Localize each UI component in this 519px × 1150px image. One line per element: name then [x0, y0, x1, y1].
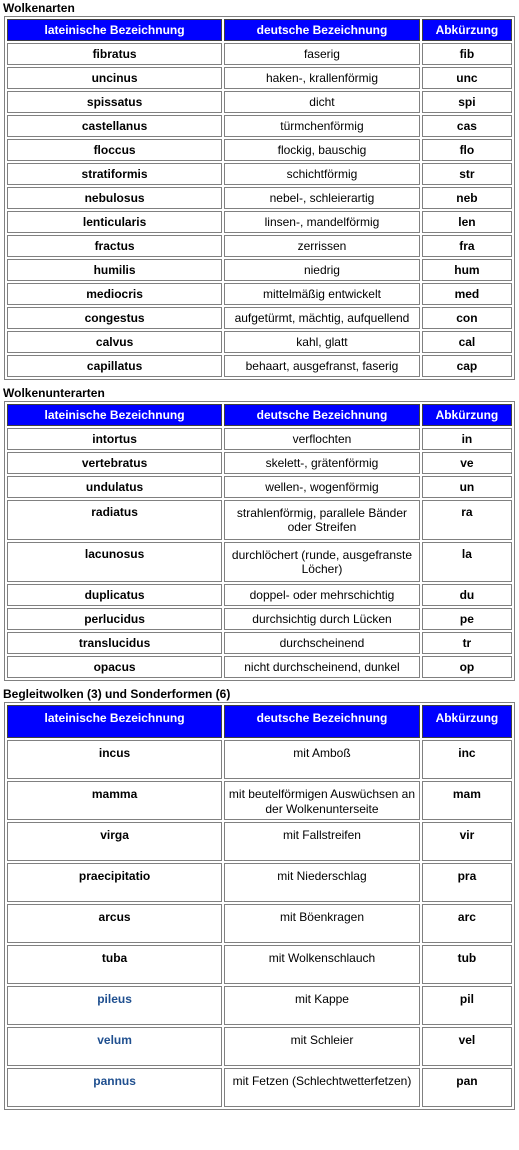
table-row — [7, 428, 512, 450]
table-row — [7, 822, 512, 861]
abbreviation: pra — [422, 863, 512, 902]
german-name: mit Fetzen (Schlechtwetterfetzen) — [224, 1068, 420, 1107]
table-row — [7, 139, 512, 161]
abbreviation: pil — [422, 986, 512, 1025]
table-row — [7, 355, 512, 377]
abbreviation: arc — [422, 904, 512, 943]
latin-name: calvus — [7, 331, 222, 353]
latin-name: velum — [7, 1027, 222, 1066]
table-row — [7, 1027, 512, 1066]
table-header-row — [7, 19, 512, 41]
abbreviation: vel — [422, 1027, 512, 1066]
table-row — [7, 500, 512, 540]
header-latin: lateinische Bezeichnung — [7, 404, 222, 426]
latin-name: spissatus — [7, 91, 222, 113]
abbreviation: ra — [422, 500, 512, 540]
latin-name: tuba — [7, 945, 222, 984]
table-row — [7, 542, 512, 582]
latin-name: virga — [7, 822, 222, 861]
latin-name: mamma — [7, 781, 222, 820]
table-row — [7, 235, 512, 257]
latin-name: congestus — [7, 307, 222, 329]
german-name: durchscheinend — [224, 632, 420, 654]
abbreviation: med — [422, 283, 512, 305]
abbreviation: cal — [422, 331, 512, 353]
german-name: verflochten — [224, 428, 420, 450]
german-name: mit Niederschlag — [224, 863, 420, 902]
abbreviation: con — [422, 307, 512, 329]
table-row — [7, 211, 512, 233]
abbreviation: hum — [422, 259, 512, 281]
german-name: mittelmäßig entwickelt — [224, 283, 420, 305]
latin-name: opacus — [7, 656, 222, 678]
table-row — [7, 187, 512, 209]
header-german: deutsche Bezeichnung — [224, 705, 420, 738]
abbreviation: ve — [422, 452, 512, 474]
abbreviation: neb — [422, 187, 512, 209]
abbreviation: vir — [422, 822, 512, 861]
latin-name: radiatus — [7, 500, 222, 540]
latin-name: nebulosus — [7, 187, 222, 209]
abbreviation: la — [422, 542, 512, 582]
table-row — [7, 863, 512, 902]
german-name: nicht durchscheinend, dunkel — [224, 656, 420, 678]
cloud-table — [4, 16, 515, 380]
latin-name: floccus — [7, 139, 222, 161]
table-row — [7, 163, 512, 185]
table-row — [7, 986, 512, 1025]
table-row — [7, 608, 512, 630]
latin-name: undulatus — [7, 476, 222, 498]
table-row — [7, 307, 512, 329]
latin-name: fractus — [7, 235, 222, 257]
german-name: durchlöchert (runde, ausgefranste Löcher) — [224, 542, 420, 582]
abbreviation: pan — [422, 1068, 512, 1107]
table-row — [7, 632, 512, 654]
latin-name: lenticularis — [7, 211, 222, 233]
latin-name: stratiformis — [7, 163, 222, 185]
abbreviation: str — [422, 163, 512, 185]
german-name: linsen-, mandelförmig — [224, 211, 420, 233]
header-german: deutsche Bezeichnung — [224, 404, 420, 426]
abbreviation: in — [422, 428, 512, 450]
abbreviation: len — [422, 211, 512, 233]
table-row — [7, 115, 512, 137]
german-name: aufgetürmt, mächtig, aufquellend — [224, 307, 420, 329]
german-name: schichtförmig — [224, 163, 420, 185]
table-row — [7, 656, 512, 678]
section-title: Begleitwolken (3) und Sonderformen (6) — [3, 687, 231, 701]
german-name: mit beutelförmigen Auswüchsen an der Wolkenunterseite — [224, 781, 420, 820]
german-name: kahl, glatt — [224, 331, 420, 353]
header-abbreviation: Abkürzung — [422, 404, 512, 426]
table-row — [7, 945, 512, 984]
abbreviation: fib — [422, 43, 512, 65]
table-row — [7, 331, 512, 353]
table-row — [7, 67, 512, 89]
abbreviation: unc — [422, 67, 512, 89]
latin-name: duplicatus — [7, 584, 222, 606]
abbreviation: pe — [422, 608, 512, 630]
german-name: haken-, krallenförmig — [224, 67, 420, 89]
german-name: mit Fallstreifen — [224, 822, 420, 861]
latin-name: fibratus — [7, 43, 222, 65]
abbreviation: inc — [422, 740, 512, 779]
abbreviation: cap — [422, 355, 512, 377]
table-row — [7, 476, 512, 498]
german-name: wellen-, wogenförmig — [224, 476, 420, 498]
abbreviation: spi — [422, 91, 512, 113]
header-latin: lateinische Bezeichnung — [7, 19, 222, 41]
german-name: türmchenförmig — [224, 115, 420, 137]
german-name: mit Amboß — [224, 740, 420, 779]
latin-name: arcus — [7, 904, 222, 943]
abbreviation: op — [422, 656, 512, 678]
table-row — [7, 452, 512, 474]
table-row — [7, 283, 512, 305]
german-name: skelett-, grätenförmig — [224, 452, 420, 474]
german-name: mit Böenkragen — [224, 904, 420, 943]
table-row — [7, 1068, 512, 1107]
german-name: mit Wolkenschlauch — [224, 945, 420, 984]
table-row — [7, 584, 512, 606]
header-german: deutsche Bezeichnung — [224, 19, 420, 41]
abbreviation: tub — [422, 945, 512, 984]
latin-name: capillatus — [7, 355, 222, 377]
header-abbreviation: Abkürzung — [422, 705, 512, 738]
german-name: mit Schleier — [224, 1027, 420, 1066]
latin-name: praecipitatio — [7, 863, 222, 902]
abbreviation: un — [422, 476, 512, 498]
table-row — [7, 91, 512, 113]
abbreviation: cas — [422, 115, 512, 137]
latin-name: castellanus — [7, 115, 222, 137]
abbreviation: mam — [422, 781, 512, 820]
german-name: faserig — [224, 43, 420, 65]
latin-name: pileus — [7, 986, 222, 1025]
latin-name: pannus — [7, 1068, 222, 1107]
german-name: zerrissen — [224, 235, 420, 257]
section-title: Wolkenunterarten — [3, 386, 105, 400]
abbreviation: du — [422, 584, 512, 606]
german-name: strahlenförmig, parallele Bänder oder Streifen — [224, 500, 420, 540]
latin-name: translucidus — [7, 632, 222, 654]
table-row — [7, 259, 512, 281]
german-name: dicht — [224, 91, 420, 113]
latin-name: vertebratus — [7, 452, 222, 474]
german-name: behaart, ausgefranst, faserig — [224, 355, 420, 377]
german-name: flockig, bauschig — [224, 139, 420, 161]
abbreviation: tr — [422, 632, 512, 654]
header-latin: lateinische Bezeichnung — [7, 705, 222, 738]
table-row — [7, 904, 512, 943]
table-row — [7, 781, 512, 820]
table-row — [7, 43, 512, 65]
latin-name: incus — [7, 740, 222, 779]
latin-name: uncinus — [7, 67, 222, 89]
table-header-row — [7, 705, 512, 738]
cloud-table — [4, 401, 515, 681]
abbreviation: fra — [422, 235, 512, 257]
table-row — [7, 740, 512, 779]
german-name: nebel-, schleierartig — [224, 187, 420, 209]
latin-name: perlucidus — [7, 608, 222, 630]
latin-name: intortus — [7, 428, 222, 450]
cloud-table — [4, 702, 515, 1110]
latin-name: mediocris — [7, 283, 222, 305]
section-title: Wolkenarten — [3, 1, 75, 15]
german-name: mit Kappe — [224, 986, 420, 1025]
german-name: doppel- oder mehrschichtig — [224, 584, 420, 606]
latin-name: lacunosus — [7, 542, 222, 582]
abbreviation: flo — [422, 139, 512, 161]
german-name: durchsichtig durch Lücken — [224, 608, 420, 630]
german-name: niedrig — [224, 259, 420, 281]
table-header-row — [7, 404, 512, 426]
latin-name: humilis — [7, 259, 222, 281]
header-abbreviation: Abkürzung — [422, 19, 512, 41]
